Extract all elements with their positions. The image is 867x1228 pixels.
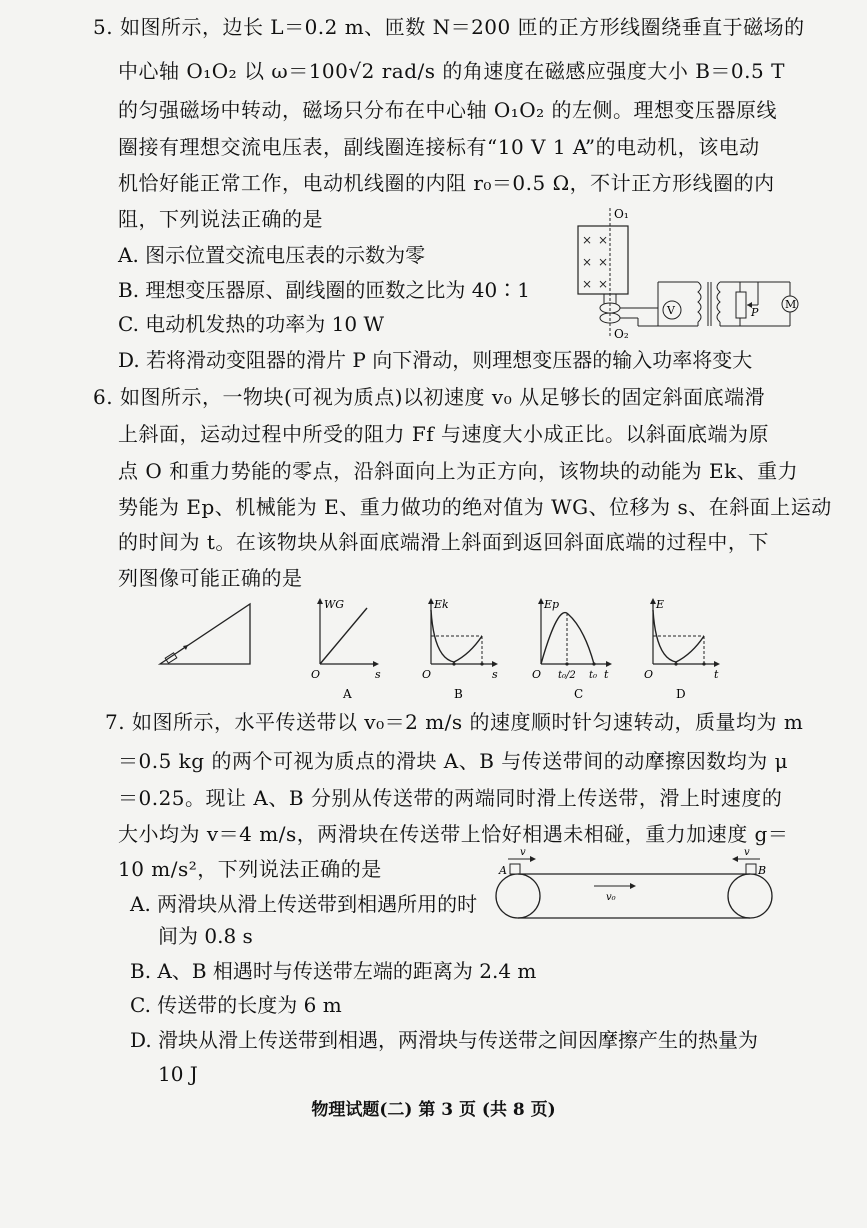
q5-label-o1: O₁ bbox=[614, 207, 629, 221]
q6-graph-d-xlabel: t bbox=[714, 668, 719, 681]
q7-label-v-right: v bbox=[744, 848, 750, 858]
q5-label-o2: O₂ bbox=[614, 327, 629, 341]
svg-text:×: × bbox=[582, 233, 593, 247]
svg-text:×: × bbox=[598, 255, 609, 269]
q5-slider-label: P bbox=[751, 306, 759, 319]
q7-conveyor-figure bbox=[494, 848, 776, 924]
q5-line-4: 圈接有理想交流电压表，副线圈连接标有“10 V 1 A”的电动机，该电动 bbox=[118, 135, 760, 159]
q6-graph-a-ylabel: WG bbox=[324, 598, 345, 611]
q5-option-b: B. 理想变压器原、副线圈的匝数之比为 40∶1 bbox=[118, 278, 530, 302]
q6-graph-c-tag: C bbox=[574, 687, 584, 701]
q6-graph-d-origin: O bbox=[644, 668, 654, 681]
q7-label-a: A bbox=[499, 864, 507, 877]
q6-graph-a-xlabel: s bbox=[375, 668, 381, 681]
q6-graph-b-xlabel: s bbox=[492, 668, 498, 681]
q7-line-5: 10 m/s²，下列说法正确的是 bbox=[118, 857, 382, 881]
q6-slope-figure bbox=[158, 598, 258, 668]
q7-label-v-left: v bbox=[520, 848, 526, 858]
q5-circuit-figure bbox=[568, 204, 808, 344]
q6-graph-d-tag: D bbox=[676, 687, 686, 701]
q5-line-1: 5. 如图所示，边长 L＝0.2 m、匝数 N＝200 匝的正方形线圈绕垂直于磁场的 bbox=[93, 15, 805, 39]
q5-option-c: C. 电动机发热的功率为 10 W bbox=[118, 312, 385, 336]
svg-text:×: × bbox=[598, 233, 609, 247]
q6-line-2: 上斜面，运动过程中所受的阻力 Ff 与速度大小成正比。以斜面底端为原 bbox=[118, 422, 769, 446]
q7-option-d-cont: 10 J bbox=[158, 1062, 198, 1086]
q5-line-3: 的匀强磁场中转动，磁场只分布在中心轴 O₁O₂ 的左侧。理想变压器原线 bbox=[118, 98, 778, 122]
q6-graph-b bbox=[418, 594, 504, 702]
q6-graph-b-tag: B bbox=[454, 687, 463, 701]
page-footer: 物理试题(二) 第 3 页 (共 8 页) bbox=[311, 1100, 556, 1120]
q5-voltmeter-label: V bbox=[667, 304, 675, 317]
q7-option-b: B. A、B 相遇时与传送带左端的距离为 2.4 m bbox=[130, 959, 537, 983]
q7-label-b: B bbox=[758, 864, 767, 877]
q7-option-d: D. 滑块从滑上传送带到相遇，两滑块与传送带之间因摩擦产生的热量为 bbox=[130, 1028, 759, 1052]
q7-line-3: ＝0.25。现让 A、B 分别从传送带的两端同时滑上传送带，滑上时速度的 bbox=[118, 786, 783, 810]
q7-line-4: 大小均为 v＝4 m/s，两滑块在传送带上恰好相遇未相碰，重力加速度 g＝ bbox=[118, 822, 789, 846]
q7-option-a: A. 两滑块从滑上传送带到相遇所用的时 bbox=[130, 892, 478, 916]
q5-line-2: 中心轴 O₁O₂ 以 ω＝100√2 rad/s 的角速度在磁感应强度大小 B＝0.5 T bbox=[118, 59, 785, 83]
q6-line-6: 列图像可能正确的是 bbox=[118, 566, 303, 590]
q7-line-2: ＝0.5 kg 的两个可视为质点的滑块 A、B 与传送带间的动摩擦因数均为 μ bbox=[118, 749, 789, 773]
q7-line-1: 7. 如图所示，水平传送带以 v₀＝2 m/s 的速度顺时针匀速转动，质量均为 m bbox=[105, 710, 804, 734]
q6-graph-c-tick1: t₀/2 bbox=[558, 670, 576, 681]
q7-option-a-cont: 间为 0.8 s bbox=[158, 924, 253, 948]
q6-graph-a bbox=[305, 594, 385, 702]
q6-graph-d-ylabel: E bbox=[656, 598, 665, 611]
q5-option-a: A. 图示位置交流电压表的示数为零 bbox=[118, 243, 426, 267]
q6-graph-b-ylabel: Ek bbox=[434, 598, 449, 611]
q6-graph-c-xlabel: t bbox=[604, 668, 609, 681]
q6-graph-c bbox=[528, 594, 618, 702]
q6-graph-c-tick2: t₀ bbox=[589, 670, 598, 681]
q6-line-3: 点 O 和重力势能的零点，沿斜面向上为正方向，该物块的动能为 Ek、重力 bbox=[118, 459, 799, 483]
q6-graph-d bbox=[640, 594, 726, 702]
svg-text:×: × bbox=[598, 277, 609, 291]
q7-option-c: C. 传送带的长度为 6 m bbox=[130, 993, 342, 1017]
q6-graph-a-tag: A bbox=[343, 687, 352, 701]
q5-option-d: D. 若将滑动变阻器的滑片 P 向下滑动，则理想变压器的输入功率将变大 bbox=[118, 348, 753, 372]
q6-graph-c-ylabel: Ep bbox=[544, 598, 560, 611]
svg-text:×: × bbox=[582, 277, 593, 291]
q6-line-4: 势能为 Ep、机械能为 E、重力做功的绝对值为 WG、位移为 s、在斜面上运动 bbox=[118, 495, 832, 519]
q6-graph-c-origin: O bbox=[532, 668, 542, 681]
q5-motor-label: M bbox=[785, 298, 797, 311]
q5-line-5: 机恰好能正常工作，电动机线圈的内阻 r₀＝0.5 Ω，不计正方形线圈的内 bbox=[118, 171, 775, 195]
q5-line-6: 阻，下列说法正确的是 bbox=[118, 207, 323, 231]
svg-text:×: × bbox=[582, 255, 593, 269]
q6-graph-a-origin: O bbox=[311, 668, 321, 681]
q6-line-1: 6. 如图所示，一物块(可视为质点)以初速度 v₀ 从足够长的固定斜面底端滑 bbox=[93, 385, 766, 409]
q6-graph-b-origin: O bbox=[422, 668, 432, 681]
q6-line-5: 的时间为 t。在该物块从斜面底端滑上斜面到返回斜面底端的过程中，下 bbox=[118, 530, 769, 554]
q7-label-v0: v₀ bbox=[606, 892, 616, 903]
